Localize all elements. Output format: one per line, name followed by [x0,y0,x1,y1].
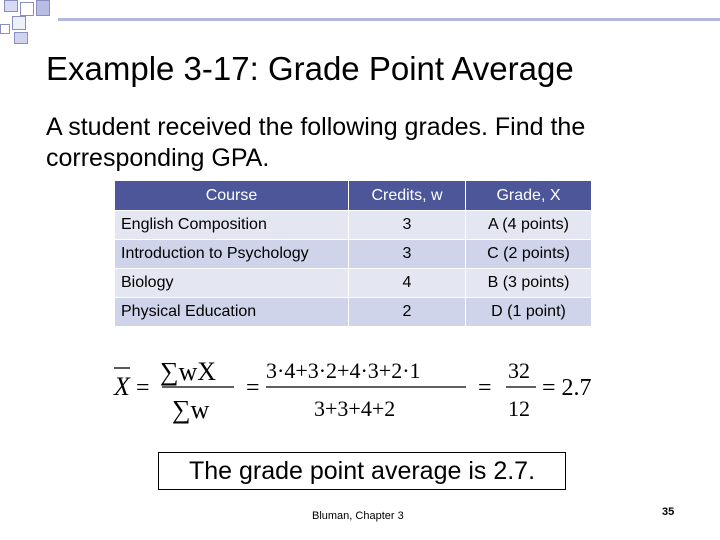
grade-cell: B (3 points) [466,269,591,297]
fraction-numerator: 32 [508,358,530,383]
conclusion-box: The grade point average is 2.7. [158,452,566,490]
table-row [115,298,591,326]
page-number: 35 [662,506,675,518]
expanded-numerator: 3·4+3·2+4·3+2·1 [266,358,421,383]
credits-cell: 3 [349,240,465,268]
intro-text: A student received the following grades. Find the corresponding GPA. [46,113,586,172]
course-cell: Physical Education [115,298,348,326]
sum-denominator: ∑w [172,395,210,424]
footer-citation: Bluman, Chapter 3 [312,510,404,522]
table-header-row [115,181,591,210]
header-rule [58,18,720,21]
column-header-credits: Credits, w [349,181,465,210]
grade-cell: A (4 points) [466,211,591,239]
decorative-squares [0,0,60,50]
formula-result: = 2.7 [542,375,592,401]
equals-sign-3: = [478,375,492,401]
credits-cell: 3 [349,211,465,239]
course-cell: Biology [115,269,348,297]
credits-cell: 2 [349,298,465,326]
table-row [115,211,591,239]
equals-sign-1: = [136,375,150,401]
equals-sign-2: = [246,375,260,401]
x-bar-symbol: X [114,372,130,401]
slide-title: Example 3-17: Grade Point Average [46,50,574,87]
course-cell: Introduction to Psychology [115,240,348,268]
course-cell: English Composition [115,211,348,239]
fraction-denominator: 12 [508,396,530,421]
grade-cell: C (2 points) [466,240,591,268]
expanded-denominator: 3+3+4+2 [314,396,396,421]
grade-cell: D (1 point) [466,298,591,326]
column-header-grade: Grade, X [466,181,591,210]
grades-table [114,180,592,327]
table-row [115,269,591,297]
gpa-formula [108,346,608,434]
column-header-course: Course [115,181,348,210]
table-row [115,240,591,268]
credits-cell: 4 [349,269,465,297]
sum-numerator: ∑wX [160,357,217,386]
